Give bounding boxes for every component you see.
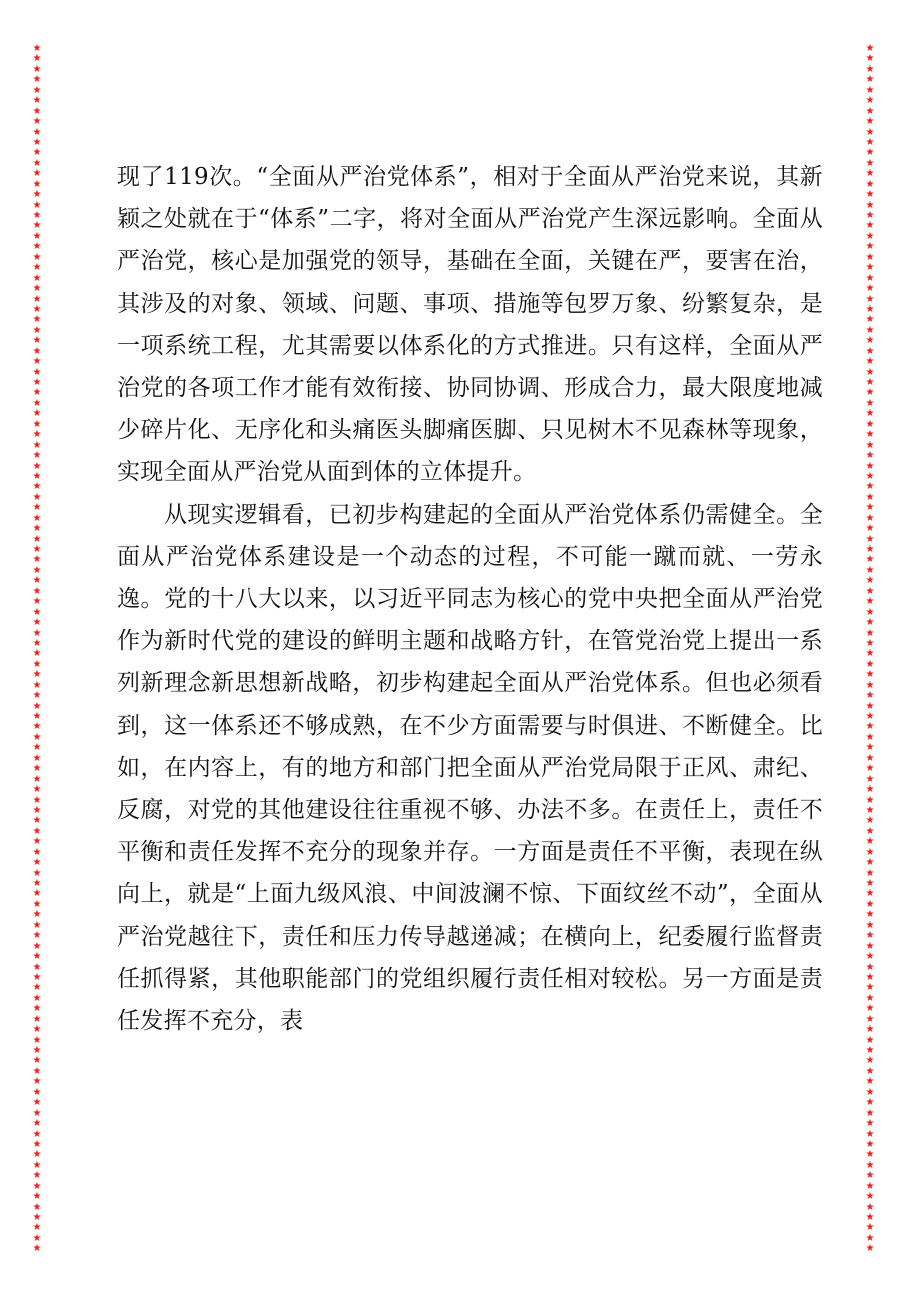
star-icon: ★ (32, 982, 42, 994)
star-icon: ★ (32, 147, 42, 159)
star-icon: ★ (32, 1159, 42, 1171)
star-icon: ★ (865, 1159, 875, 1171)
star-icon: ★ (865, 731, 875, 743)
star-icon: ★ (865, 1191, 875, 1203)
star-icon: ★ (865, 126, 875, 138)
star-icon: ★ (32, 63, 42, 75)
star-icon: ★ (865, 554, 875, 566)
star-icon: ★ (865, 1201, 875, 1213)
star-icon: ★ (32, 95, 42, 107)
star-icon: ★ (865, 1097, 875, 1109)
star-icon: ★ (32, 1076, 42, 1088)
star-icon: ★ (865, 63, 875, 75)
star-icon: ★ (32, 909, 42, 921)
star-icon: ★ (32, 168, 42, 180)
star-icon: ★ (32, 1107, 42, 1119)
star-icon: ★ (32, 846, 42, 858)
star-icon: ★ (32, 189, 42, 201)
star-icon: ★ (32, 157, 42, 169)
star-icon: ★ (32, 283, 42, 295)
star-icon: ★ (865, 220, 875, 232)
star-icon: ★ (865, 366, 875, 378)
star-icon: ★ (865, 1013, 875, 1025)
star-icon: ★ (865, 700, 875, 712)
star-icon: ★ (865, 1212, 875, 1223)
star-icon: ★ (865, 575, 875, 587)
star-icon: ★ (32, 731, 42, 743)
star-icon: ★ (865, 429, 875, 441)
star-icon: ★ (865, 251, 875, 263)
star-icon: ★ (865, 940, 875, 952)
star-icon: ★ (32, 752, 42, 764)
star-icon: ★ (32, 84, 42, 96)
star-icon: ★ (32, 1170, 42, 1182)
star-icon: ★ (32, 878, 42, 889)
star-icon: ★ (32, 544, 42, 555)
star-icon: ★ (865, 512, 875, 524)
star-icon: ★ (32, 397, 42, 409)
star-icon: ★ (865, 909, 875, 921)
star-icon: ★ (865, 1222, 875, 1234)
star-icon: ★ (865, 919, 875, 931)
star-icon: ★ (865, 669, 875, 681)
star-icon: ★ (32, 1024, 42, 1036)
star-icon: ★ (32, 491, 42, 503)
star-icon: ★ (32, 1034, 42, 1046)
star-icon: ★ (865, 147, 875, 159)
star-icon: ★ (865, 1024, 875, 1036)
star-icon: ★ (865, 272, 875, 284)
star-icon: ★ (865, 815, 875, 827)
star-icon: ★ (32, 502, 42, 514)
star-icon: ★ (865, 345, 875, 357)
star-icon: ★ (865, 627, 875, 639)
star-icon: ★ (32, 44, 42, 54)
star-icon: ★ (865, 533, 875, 545)
star-icon: ★ (32, 210, 42, 221)
star-icon: ★ (32, 533, 42, 545)
star-icon: ★ (32, 272, 42, 284)
star-icon: ★ (865, 44, 875, 54)
star-icon: ★ (865, 679, 875, 691)
star-icon: ★ (32, 377, 42, 388)
star-icon: ★ (32, 637, 42, 649)
star-icon: ★ (32, 460, 42, 472)
star-icon: ★ (865, 1034, 875, 1046)
star-icon: ★ (865, 1003, 875, 1015)
star-icon: ★ (865, 470, 875, 482)
star-icon: ★ (32, 627, 42, 639)
star-icon: ★ (865, 544, 875, 555)
star-icon: ★ (32, 700, 42, 712)
star-icon: ★ (865, 1086, 875, 1098)
star-icon: ★ (32, 888, 42, 900)
star-icon: ★ (32, 1201, 42, 1213)
star-icon: ★ (865, 74, 875, 86)
star-icon: ★ (865, 387, 875, 399)
star-icon: ★ (865, 596, 875, 608)
star-icon: ★ (32, 669, 42, 681)
star-icon: ★ (32, 1232, 42, 1244)
star-icon: ★ (865, 752, 875, 764)
star-icon: ★ (32, 324, 42, 336)
star-icon: ★ (32, 564, 42, 576)
star-icon: ★ (32, 116, 42, 128)
star-icon: ★ (32, 356, 42, 368)
star-icon: ★ (32, 617, 42, 629)
star-icon: ★ (32, 178, 42, 190)
star-icon: ★ (32, 804, 42, 816)
star-icon: ★ (32, 470, 42, 482)
star-icon: ★ (32, 596, 42, 608)
star-icon: ★ (865, 961, 875, 973)
star-icon: ★ (32, 898, 42, 910)
star-icon: ★ (865, 84, 875, 96)
star-icon: ★ (32, 721, 42, 733)
star-icon: ★ (865, 658, 875, 670)
star-icon: ★ (865, 178, 875, 190)
document-body (117, 156, 823, 1042)
star-icon: ★ (865, 804, 875, 816)
star-icon: ★ (865, 825, 875, 837)
star-icon: ★ (865, 1055, 875, 1067)
star-icon: ★ (865, 481, 875, 493)
star-icon: ★ (865, 314, 875, 326)
star-icon: ★ (32, 648, 42, 660)
star-icon: ★ (865, 1170, 875, 1182)
star-icon: ★ (32, 961, 42, 973)
star-icon: ★ (32, 742, 42, 754)
star-icon: ★ (32, 408, 42, 420)
star-icon: ★ (865, 992, 875, 1004)
star-icon: ★ (865, 53, 875, 65)
star-icon: ★ (865, 230, 875, 242)
star-icon: ★ (865, 585, 875, 597)
star-icon: ★ (32, 1212, 42, 1223)
star-icon: ★ (32, 293, 42, 305)
paragraph-realistic-logic: 从现实逻辑看，已初步构建起的全面从严治党体系仍需健全。全面从严治党体系建设是一个动态的过程，不可能一蹴而就、一劳永逸。党的十八大以来，以习近平同志为核心的党中央把全面从严治党作为新时代党的建设的鲜明主题和战略方针，在管党治党上提出一系列新理念新思想新战略，初步构建起全面从严治党体系。但也必须看到，这一体系还不够成熟，在不少方面需要与时俱进、不断健全。比如，在内容上，有的地方和部门把全面从严治党局限于正风、肃纪、反腐，对党的其他建设往往重视不够、办法不多。在责任上，责任不平衡和责任发挥不充分的现象并存。一方面是责任不平衡，表现在纵向上，就是“上面九级风浪、中间波澜不惊、下面纹丝不动”，全面从严治党越往下，责任和压力传导越递减；在横向上，纪委履行监督责任抓得紧，其他职能部门的党组织履行责任相对较松。另一方面是责任发挥不充分，表 (117, 501, 823, 1035)
star-icon: ★ (32, 1055, 42, 1067)
star-icon: ★ (865, 617, 875, 629)
star-icon: ★ (865, 1232, 875, 1244)
star-icon: ★ (865, 1149, 875, 1161)
star-icon: ★ (32, 951, 42, 963)
star-icon: ★ (865, 878, 875, 889)
star-icon: ★ (32, 711, 42, 722)
star-icon: ★ (32, 658, 42, 670)
paragraph-continued: 现了119次。“全面从严治党体系”，相对于全面从严治党来说，其新颖之处就在于“体系”二字，将对全面从严治党产生深远影响。全面从严治党，核心是加强党的领导，基础在全面，关键在严，要害在治，其涉及的对象、领域、问题、事项、措施等包罗万象、纷繁复杂，是一项系统工程，尤其需要以体系化的方式推进。只有这样，全面从严治党的各项工作才能有效衔接、协同协调、形成合力，最大限度地减少碎片化、无序化和头痛医头脚痛医脚、只见树木不见森林等现象，实现全面从严治党从面到体的立体提升。 (117, 164, 823, 486)
star-icon: ★ (32, 1149, 42, 1161)
star-icon: ★ (32, 585, 42, 597)
star-icon: ★ (32, 679, 42, 691)
star-icon: ★ (865, 846, 875, 858)
star-icon: ★ (865, 168, 875, 180)
star-icon: ★ (32, 1243, 42, 1255)
star-icon: ★ (32, 1013, 42, 1025)
star-icon: ★ (32, 1086, 42, 1098)
star-icon: ★ (32, 930, 42, 942)
star-icon: ★ (32, 220, 42, 232)
star-icon: ★ (865, 773, 875, 785)
star-icon: ★ (32, 1138, 42, 1150)
star-icon: ★ (32, 857, 42, 869)
star-icon: ★ (32, 815, 42, 827)
star-icon: ★ (32, 314, 42, 326)
star-icon: ★ (865, 408, 875, 420)
star-icon: ★ (865, 784, 875, 796)
star-icon: ★ (32, 1128, 42, 1140)
star-icon: ★ (865, 742, 875, 754)
star-icon: ★ (865, 418, 875, 430)
star-icon: ★ (32, 1191, 42, 1203)
right-star-border (863, 44, 877, 1256)
star-icon: ★ (32, 919, 42, 931)
star-icon: ★ (865, 637, 875, 649)
star-icon: ★ (32, 784, 42, 796)
star-icon: ★ (865, 356, 875, 368)
star-icon: ★ (865, 1243, 875, 1255)
star-icon: ★ (32, 53, 42, 65)
star-icon: ★ (32, 971, 42, 983)
star-icon: ★ (32, 1222, 42, 1234)
star-icon: ★ (865, 1118, 875, 1130)
star-icon: ★ (32, 105, 42, 117)
star-icon: ★ (865, 1138, 875, 1150)
star-icon: ★ (32, 554, 42, 566)
star-icon: ★ (32, 575, 42, 587)
star-icon: ★ (865, 1180, 875, 1192)
star-icon: ★ (32, 418, 42, 430)
star-icon: ★ (32, 1118, 42, 1130)
star-icon: ★ (865, 794, 875, 806)
star-icon: ★ (32, 1180, 42, 1192)
star-icon: ★ (32, 439, 42, 451)
star-icon: ★ (865, 1128, 875, 1140)
star-icon: ★ (865, 836, 875, 848)
star-icon: ★ (865, 523, 875, 535)
star-icon: ★ (865, 648, 875, 660)
star-icon: ★ (32, 481, 42, 493)
star-icon: ★ (32, 606, 42, 618)
star-icon: ★ (32, 387, 42, 399)
star-icon: ★ (32, 366, 42, 378)
star-icon: ★ (865, 1076, 875, 1088)
star-icon: ★ (32, 523, 42, 535)
star-icon: ★ (865, 1107, 875, 1119)
star-icon: ★ (32, 867, 42, 879)
star-icon: ★ (865, 95, 875, 107)
star-icon: ★ (865, 450, 875, 462)
star-icon: ★ (865, 262, 875, 274)
star-icon: ★ (865, 397, 875, 409)
star-icon: ★ (32, 450, 42, 462)
star-icon: ★ (32, 773, 42, 785)
star-icon: ★ (865, 690, 875, 702)
star-icon: ★ (865, 1045, 875, 1056)
star-icon: ★ (865, 460, 875, 472)
star-icon: ★ (865, 157, 875, 169)
star-icon: ★ (865, 982, 875, 994)
star-icon: ★ (32, 1097, 42, 1109)
star-icon: ★ (32, 836, 42, 848)
star-icon: ★ (865, 303, 875, 315)
star-icon: ★ (865, 502, 875, 514)
star-icon: ★ (865, 189, 875, 201)
star-icon: ★ (865, 377, 875, 388)
star-icon: ★ (865, 136, 875, 148)
star-icon: ★ (32, 429, 42, 441)
star-icon: ★ (32, 794, 42, 806)
star-icon: ★ (865, 711, 875, 722)
star-icon: ★ (865, 199, 875, 211)
star-icon: ★ (865, 564, 875, 576)
star-icon: ★ (32, 825, 42, 837)
star-icon: ★ (32, 241, 42, 253)
star-icon: ★ (32, 690, 42, 702)
star-icon: ★ (865, 867, 875, 879)
star-icon: ★ (32, 303, 42, 315)
star-icon: ★ (865, 116, 875, 128)
star-icon: ★ (32, 763, 42, 775)
star-icon: ★ (32, 251, 42, 263)
star-icon: ★ (865, 324, 875, 336)
star-icon: ★ (32, 262, 42, 274)
star-icon: ★ (865, 283, 875, 295)
star-icon: ★ (865, 857, 875, 869)
star-icon: ★ (32, 1045, 42, 1056)
star-icon: ★ (865, 721, 875, 733)
star-icon: ★ (865, 763, 875, 775)
star-icon: ★ (865, 210, 875, 221)
star-icon: ★ (865, 1065, 875, 1077)
star-icon: ★ (865, 930, 875, 942)
star-icon: ★ (32, 1065, 42, 1077)
star-icon: ★ (32, 1003, 42, 1015)
star-icon: ★ (865, 971, 875, 983)
star-icon: ★ (865, 241, 875, 253)
left-star-border (30, 44, 44, 1256)
star-icon: ★ (865, 491, 875, 503)
star-icon: ★ (865, 335, 875, 347)
star-icon: ★ (865, 898, 875, 910)
star-icon: ★ (32, 136, 42, 148)
star-icon: ★ (865, 293, 875, 305)
star-icon: ★ (865, 606, 875, 618)
star-icon: ★ (865, 105, 875, 117)
star-icon: ★ (32, 126, 42, 138)
star-icon: ★ (32, 940, 42, 952)
star-icon: ★ (32, 512, 42, 524)
star-icon: ★ (32, 230, 42, 242)
star-icon: ★ (865, 439, 875, 451)
star-icon: ★ (32, 199, 42, 211)
star-icon: ★ (32, 345, 42, 357)
star-icon: ★ (32, 992, 42, 1004)
star-icon: ★ (865, 888, 875, 900)
star-icon: ★ (32, 74, 42, 86)
star-icon: ★ (865, 951, 875, 963)
star-icon: ★ (32, 335, 42, 347)
